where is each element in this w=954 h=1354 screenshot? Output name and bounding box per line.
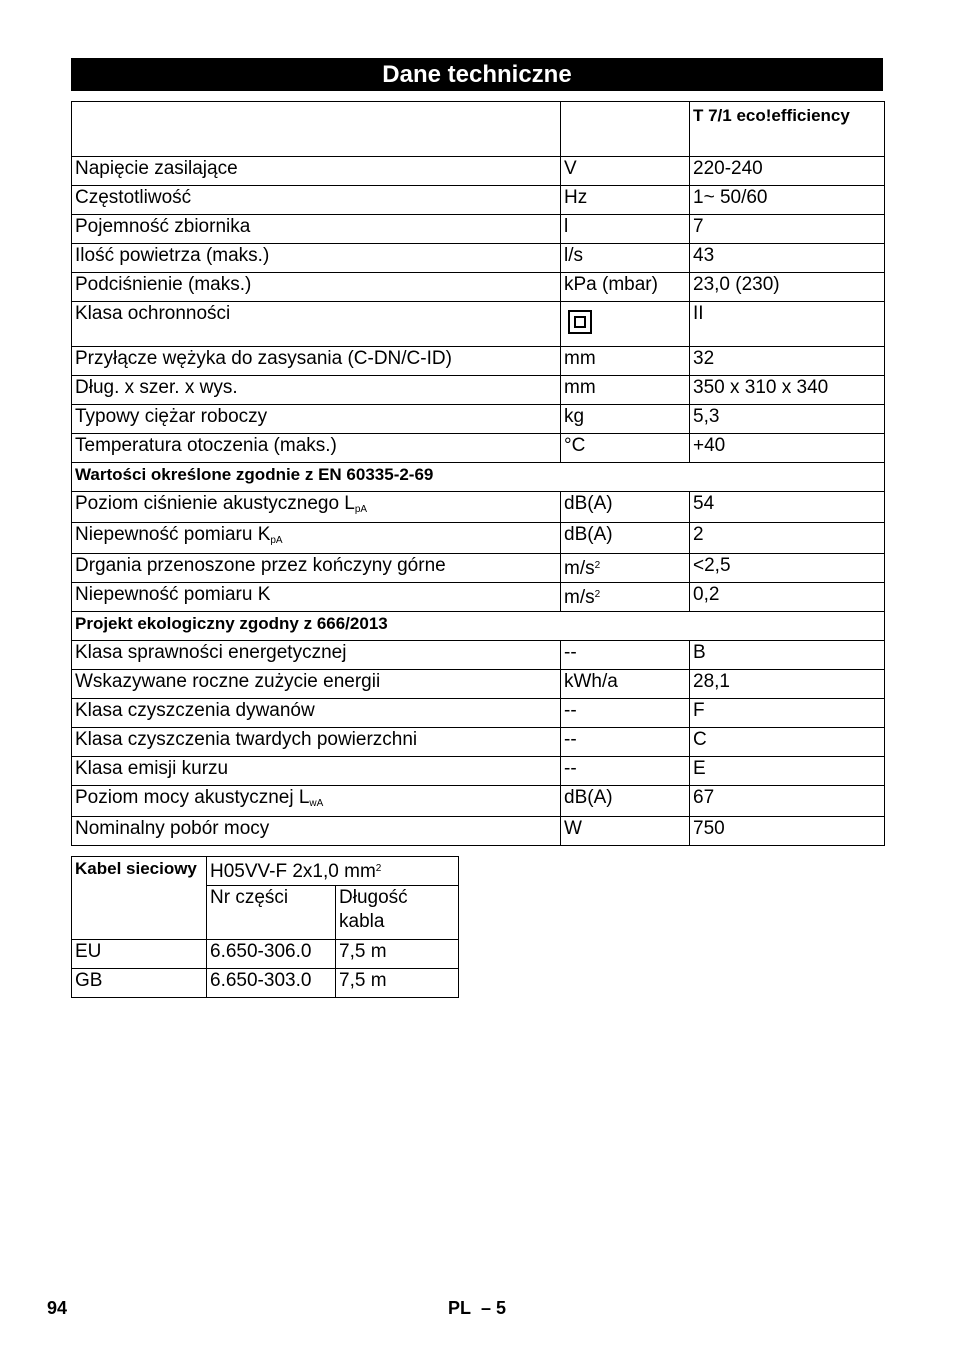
spec-label: Pojemność zbiornika	[72, 215, 561, 244]
spec-label: Klasa ochronności	[72, 302, 561, 347]
spec-label: Napięcie zasilające	[72, 157, 561, 186]
spec-value: 23,0 (230)	[690, 273, 885, 302]
spec-unit: °C	[561, 434, 690, 463]
spec-value: C	[690, 728, 885, 757]
spec-unit: dB(A)	[561, 786, 690, 817]
spec-unit: --	[561, 757, 690, 786]
spec-label: Niepewność pomiaru K	[72, 583, 561, 612]
spec-label: Wskazywane roczne zużycie energii	[72, 670, 561, 699]
page-title: Dane techniczne	[71, 58, 883, 91]
spec-label: Poziom mocy akustycznej $L_{wA}$	[72, 786, 561, 817]
table-row	[72, 554, 885, 583]
table-row	[72, 699, 885, 728]
spec-label: Podciśnienie (maks.)	[72, 273, 561, 302]
spec-label: Przyłącze wężyka do zasysania (C-DN/C-ID)	[72, 347, 561, 376]
table-row	[72, 641, 885, 670]
spec-table	[71, 101, 885, 846]
table-row	[72, 492, 885, 523]
table-row: EU 6.650-306.0 7,5 m	[72, 940, 459, 969]
spec-value: 32	[690, 347, 885, 376]
table-row	[72, 186, 885, 215]
table-row	[72, 757, 885, 786]
spec-unit: l/s	[561, 244, 690, 273]
spec-value: 350 x 310 x 340	[690, 376, 885, 405]
spec-unit: W	[561, 817, 690, 846]
spec-label: Klasa sprawności energetycznej	[72, 641, 561, 670]
spec-label: Poziom ciśnienie akustycznego $L_{pA}$	[72, 492, 561, 523]
table-row	[72, 728, 885, 757]
table-row	[72, 817, 885, 846]
table-row	[72, 583, 885, 612]
footer-section: PL – 5	[448, 1298, 507, 1318]
table-row	[72, 215, 885, 244]
spec-unit: Hz	[561, 186, 690, 215]
spec-unit: kPa (mbar)	[561, 273, 690, 302]
spec-unit: mm	[561, 376, 690, 405]
spec-label: Klasa emisji kurzu	[72, 757, 561, 786]
cable-col-part: Nr części	[207, 886, 336, 940]
spec-value: 7	[690, 215, 885, 244]
spec-value: <2,5	[690, 554, 885, 583]
table-row	[72, 670, 885, 699]
spec-value: +40	[690, 434, 885, 463]
table-row	[72, 244, 885, 273]
table-row	[72, 786, 885, 817]
protection-class-ii-icon	[568, 310, 592, 334]
spec-unit: dB(A)	[561, 492, 690, 523]
spec-unit: $m/s^2$	[561, 583, 690, 612]
table-row	[72, 302, 885, 347]
table-row	[72, 157, 885, 186]
page-number: 94	[47, 1298, 68, 1318]
table-row	[72, 434, 885, 463]
spec-value: 54	[690, 492, 885, 523]
spec-header-row	[72, 102, 885, 157]
spec-value: 750	[690, 817, 885, 846]
spec-value: 28,1	[690, 670, 885, 699]
spec-unit: V	[561, 157, 690, 186]
spec-unit: kWh/a	[561, 670, 690, 699]
spec-unit: mm	[561, 347, 690, 376]
spec-value: E	[690, 757, 885, 786]
spec-value: 43	[690, 244, 885, 273]
table-row	[72, 273, 885, 302]
spec-label: Klasa czyszczenia dywanów	[72, 699, 561, 728]
spec-unit: kg	[561, 405, 690, 434]
spec-label: Klasa czyszczenia twardych powierzchni	[72, 728, 561, 757]
spec-value: 67	[690, 786, 885, 817]
table-row	[72, 347, 885, 376]
table-row	[72, 376, 885, 405]
spec-unit: --	[561, 699, 690, 728]
cable-table	[71, 856, 459, 998]
spec-label: Typowy ciężar roboczy	[72, 405, 561, 434]
spec-value: II	[690, 302, 885, 347]
model-name: T 7/1 eco!efficiency	[690, 102, 885, 157]
spec-value: 220-240	[690, 157, 885, 186]
section-heading-en: Wartości określone zgodnie z EN 60335-2-69	[72, 463, 885, 492]
spec-label: Temperatura otoczenia (maks.)	[72, 434, 561, 463]
spec-unit: --	[561, 641, 690, 670]
spec-value: 0,2	[690, 583, 885, 612]
spec-value: 1~ 50/60	[690, 186, 885, 215]
table-row	[72, 523, 885, 554]
cable-label: Kabel sieciowy	[72, 857, 207, 940]
table-row	[72, 405, 885, 434]
section-heading-eco: Projekt ekologiczny zgodny z 666/2013	[72, 612, 885, 641]
spec-value: F	[690, 699, 885, 728]
cable-type: H05VV-F 2x1,0 $mm^2$	[207, 857, 459, 886]
spec-label: Częstotliwość	[72, 186, 561, 215]
spec-label: Drgania przenoszone przez kończyny górne	[72, 554, 561, 583]
spec-unit: dB(A)	[561, 523, 690, 554]
spec-label: Ilość powietrza (maks.)	[72, 244, 561, 273]
spec-label: Dług. x szer. x wys.	[72, 376, 561, 405]
spec-unit: $m/s^2$	[561, 554, 690, 583]
table-row: GB 6.650-303.0 7,5 m	[72, 969, 459, 998]
spec-value: 5,3	[690, 405, 885, 434]
spec-value: B	[690, 641, 885, 670]
spec-label: Nominalny pobór mocy	[72, 817, 561, 846]
cable-col-length: Długość kabla	[336, 886, 459, 940]
spec-unit: --	[561, 728, 690, 757]
spec-label: Niepewność pomiaru $K_{pA}$	[72, 523, 561, 554]
spec-unit: l	[561, 215, 690, 244]
spec-value: 2	[690, 523, 885, 554]
spec-unit	[561, 302, 690, 347]
